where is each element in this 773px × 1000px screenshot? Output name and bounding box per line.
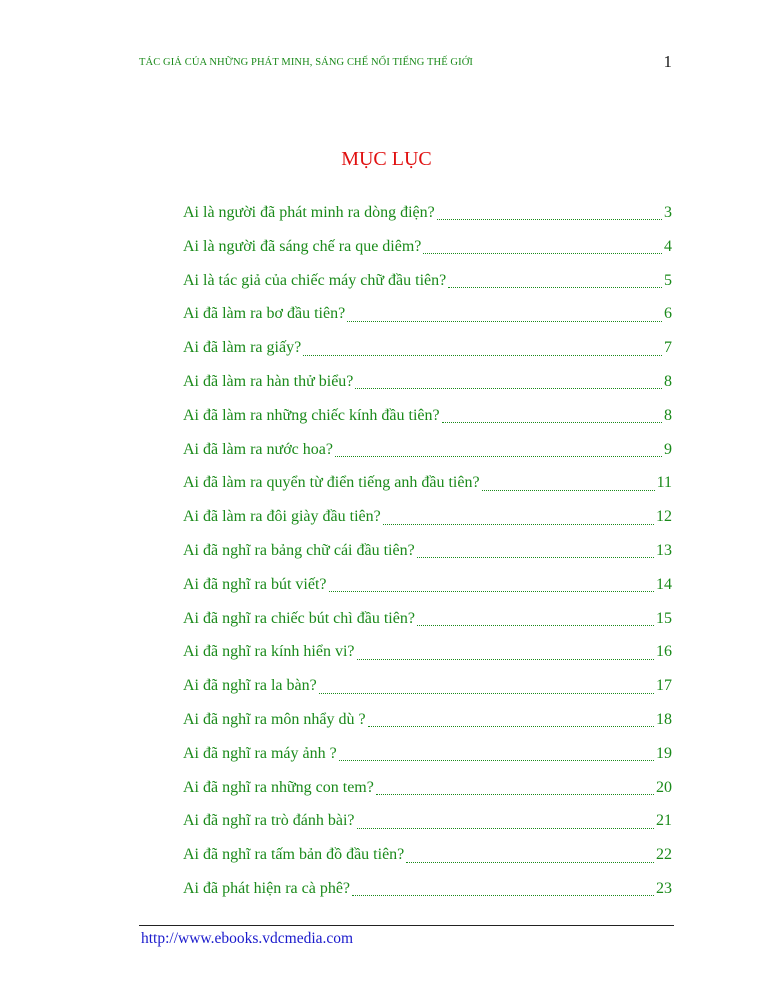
toc-dot-leader xyxy=(355,388,662,389)
toc-entry-page-number: 3 xyxy=(664,204,672,221)
toc-entry-label: Ai đã nghĩ ra chiếc bút chì đầu tiên? xyxy=(183,609,415,627)
toc-entry[interactable] xyxy=(183,804,672,838)
toc-entry-label: Ai đã nghĩ ra máy ảnh ? xyxy=(183,744,337,762)
toc-entry[interactable] xyxy=(183,297,672,331)
toc-entry-label: Ai đã làm ra giấy? xyxy=(183,339,302,357)
toc-dot-leader xyxy=(329,591,654,592)
toc-dot-leader xyxy=(423,253,662,254)
toc-entry-page-number: 20 xyxy=(656,778,672,796)
toc-entry-label: Ai đã làm ra đôi giày đầu tiên? xyxy=(183,508,381,526)
toc-entry[interactable] xyxy=(183,872,672,906)
toc-entry-label: Ai là người đã sáng chế ra que diêm? xyxy=(183,237,422,255)
toc-dot-leader xyxy=(335,456,662,457)
toc-entry-page-number: 12 xyxy=(656,508,672,526)
toc-entry-label: Ai là người đã phát minh ra dòng điện? xyxy=(183,204,435,221)
toc-entry-label: Ai đã nghĩ ra những con tem? xyxy=(183,778,374,796)
toc-entry-page-number: 23 xyxy=(656,879,672,897)
toc-entry[interactable] xyxy=(183,771,672,805)
toc-entry[interactable] xyxy=(183,196,672,230)
toc-entry-page-number: 4 xyxy=(664,237,672,255)
toc-entry[interactable] xyxy=(183,500,672,534)
page-number: 1 xyxy=(663,52,672,71)
toc-entry[interactable] xyxy=(183,838,672,872)
toc-title: MỤC LỤC xyxy=(341,148,432,170)
toc-entry-label: Ai đã làm ra nước hoa? xyxy=(183,440,333,458)
toc-dot-leader xyxy=(303,355,662,356)
toc-dot-leader xyxy=(368,726,654,727)
toc-entry-label: Ai đã nghĩ ra kính hiển vi? xyxy=(183,643,355,661)
toc-dot-leader xyxy=(383,524,654,525)
toc-entry-page-number: 7 xyxy=(664,339,672,357)
toc-dot-leader xyxy=(357,659,654,660)
toc-entry-label: Ai đã nghĩ ra môn nhẩy dù ? xyxy=(183,710,366,728)
toc-dot-leader xyxy=(448,287,662,288)
toc-entry[interactable] xyxy=(183,737,672,771)
toc-entry-label: Ai đã làm ra những chiếc kính đầu tiên? xyxy=(183,406,440,424)
toc-entry-page-number: 21 xyxy=(656,812,672,830)
toc-entry-page-number: 15 xyxy=(656,609,672,627)
toc-dot-leader xyxy=(406,862,654,863)
toc-entry-page-number: 19 xyxy=(656,744,672,762)
toc-dot-leader xyxy=(417,557,654,558)
toc-entry[interactable] xyxy=(183,230,672,264)
toc-entry-page-number: 14 xyxy=(656,575,672,593)
toc-dot-leader xyxy=(437,219,662,220)
toc-entry-label: Ai đã nghĩ ra bút viết? xyxy=(183,575,327,593)
toc-entry-label: Ai là tác giả của chiếc máy chữ đầu tiên? xyxy=(183,271,447,289)
toc-dot-leader xyxy=(352,895,654,896)
toc-entry-page-number: 8 xyxy=(664,372,672,390)
toc-entry[interactable] xyxy=(183,466,672,500)
toc-entry-page-number: 16 xyxy=(656,643,672,661)
toc-entry-label: Ai đã làm ra bơ đầu tiên? xyxy=(183,305,346,323)
toc-dot-leader xyxy=(339,760,654,761)
toc-entry-label: Ai đã làm ra hàn thử biểu? xyxy=(183,372,354,390)
page-header xyxy=(139,52,672,74)
toc-entry[interactable] xyxy=(183,264,672,298)
toc-entry-page-number: 17 xyxy=(656,677,672,695)
table-of-contents xyxy=(183,196,672,906)
toc-entry-label: Ai đã làm ra quyển từ điển tiếng anh đầu tiên? xyxy=(183,474,480,492)
toc-entry[interactable] xyxy=(183,399,672,433)
toc-entry[interactable] xyxy=(183,602,672,636)
toc-entry[interactable] xyxy=(183,669,672,703)
toc-entry[interactable] xyxy=(183,534,672,568)
toc-entry[interactable] xyxy=(183,365,672,399)
toc-entry-label: Ai đã nghĩ ra trò đánh bài? xyxy=(183,812,355,830)
toc-entry[interactable] xyxy=(183,331,672,365)
toc-entry-label: Ai đã nghĩ ra tấm bản đồ đầu tiên? xyxy=(183,846,405,864)
toc-dot-leader xyxy=(376,794,654,795)
running-header-title: TÁC GIẢ CỦA NHỮNG PHÁT MINH, SÁNG CHẾ NỔI TIẾNG THẾ GIỚI xyxy=(139,57,473,68)
toc-entry[interactable] xyxy=(183,568,672,602)
toc-entry-page-number: 22 xyxy=(656,846,672,864)
footer-divider xyxy=(139,925,674,926)
toc-entry-page-number: 18 xyxy=(656,710,672,728)
footer-website-link[interactable]: http://www.ebooks.vdcmedia.com xyxy=(141,930,354,947)
toc-entry-label: Ai đã nghĩ ra la bàn? xyxy=(183,677,317,695)
toc-entry-label: Ai đã nghĩ ra bảng chữ cái đầu tiên? xyxy=(183,541,415,559)
toc-entry-page-number: 11 xyxy=(656,474,672,492)
toc-entry-label: Ai đã phát hiện ra cà phê? xyxy=(183,879,351,897)
toc-dot-leader xyxy=(347,321,662,322)
toc-entry-page-number: 6 xyxy=(664,305,672,323)
toc-entry[interactable] xyxy=(183,433,672,467)
toc-entry-page-number: 13 xyxy=(656,541,672,559)
toc-entry-page-number: 8 xyxy=(664,406,672,424)
toc-entry[interactable] xyxy=(183,635,672,669)
toc-dot-leader xyxy=(482,490,655,491)
toc-dot-leader xyxy=(417,625,654,626)
toc-dot-leader xyxy=(442,422,662,423)
toc-dot-leader xyxy=(319,693,654,694)
toc-entry[interactable] xyxy=(183,703,672,737)
toc-entry-page-number: 5 xyxy=(664,271,672,289)
toc-entry-page-number: 9 xyxy=(664,440,672,458)
toc-dot-leader xyxy=(357,828,655,829)
